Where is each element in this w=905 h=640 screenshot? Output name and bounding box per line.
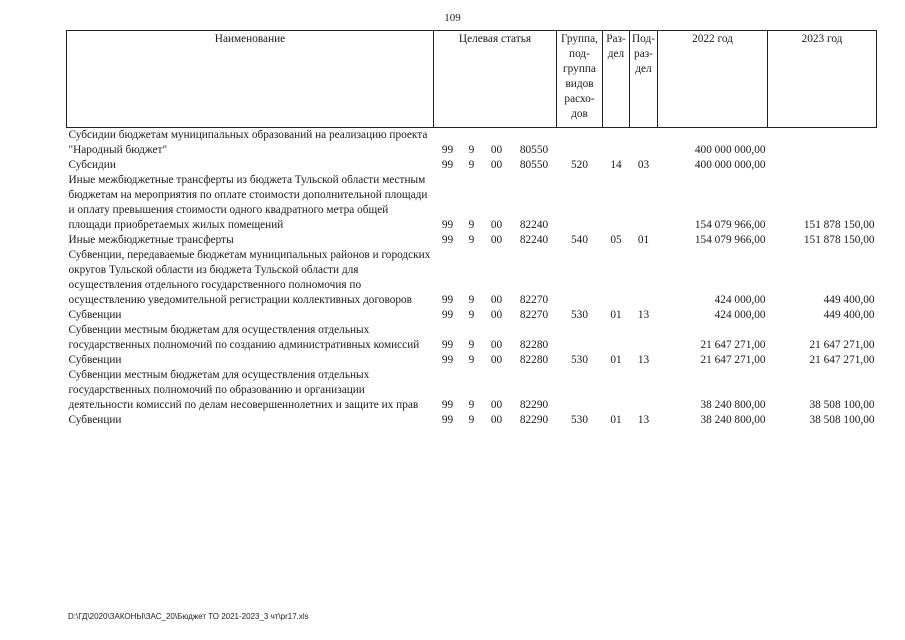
table-row xyxy=(67,413,877,428)
row-name: Субвенции xyxy=(68,354,122,366)
row-code: 82280 xyxy=(519,354,549,366)
table-row xyxy=(67,173,877,233)
row-amount-2023: 38 508 100,00 xyxy=(809,399,875,411)
row-group: 530 xyxy=(571,414,588,426)
row-program: 99 xyxy=(441,144,454,156)
row-subprogram: 9 xyxy=(468,414,475,426)
row-subprogram: 9 xyxy=(468,234,475,246)
row-amount-2023 xyxy=(768,128,877,159)
row-code: 82240 xyxy=(519,234,549,246)
row-amount-2023: 21 647 271,00 xyxy=(809,354,875,366)
row-razdel xyxy=(603,248,630,308)
row-group xyxy=(557,323,603,353)
row-subprogram: 9 xyxy=(468,159,475,171)
header-razdel: Раз- дел xyxy=(603,31,630,128)
row-name: Субсидии бюджетам муниципальных образований на реализацию проекта "Народный бюджет" xyxy=(68,129,428,156)
table-row xyxy=(67,308,877,323)
row-amount-2022: 38 240 800,00 xyxy=(700,414,766,426)
row-direction: 00 xyxy=(490,159,503,171)
table-row xyxy=(67,353,877,368)
row-podrazdel: 03 xyxy=(637,159,650,171)
row-code: 82270 xyxy=(519,309,549,321)
row-razdel: 01 xyxy=(610,354,622,366)
table-row xyxy=(67,128,877,159)
row-amount-2023 xyxy=(768,158,877,173)
row-amount-2022: 38 240 800,00 xyxy=(700,399,766,411)
row-amount-2022: 400 000 000,00 xyxy=(694,144,766,156)
row-name: Иные межбюджетные трансферты из бюджета Тульской области местным бюджетам на мероприятия по оплате стоимости дополнительной площади и оплату превышения стоимости одного квадратного метра общей площади приобретаемых жилых помещений xyxy=(68,174,428,231)
row-name: Субвенции, передаваемые бюджетам муниципальных районов и городских округов Тульской области из бюджета Тульской области для осуществления отдельного государственного полномочия по осуществлению уведомительной регистрации коллективных договоров xyxy=(68,249,431,306)
row-podrazdel: 13 xyxy=(637,354,650,366)
row-direction: 00 xyxy=(490,144,503,156)
row-amount-2022: 424 000,00 xyxy=(714,309,766,321)
row-amount-2022: 154 079 966,00 xyxy=(694,234,766,246)
row-group xyxy=(557,173,603,233)
table-row xyxy=(67,368,877,413)
row-direction: 00 xyxy=(490,309,503,321)
row-amount-2023: 38 508 100,00 xyxy=(809,414,875,426)
row-subprogram: 9 xyxy=(468,339,475,351)
row-subprogram: 9 xyxy=(468,219,475,231)
row-program: 99 xyxy=(441,339,454,351)
row-subprogram: 9 xyxy=(468,399,475,411)
row-group xyxy=(557,248,603,308)
header-year-2022: 2022 год xyxy=(658,31,768,128)
header-name: Наименование xyxy=(67,31,434,128)
row-razdel xyxy=(603,173,630,233)
row-amount-2022: 21 647 271,00 xyxy=(700,354,766,366)
row-razdel: 05 xyxy=(610,234,622,246)
row-name: Субсидии xyxy=(68,159,116,171)
header-target: Целевая статья xyxy=(434,31,557,128)
row-podrazdel xyxy=(630,173,658,233)
row-code: 82240 xyxy=(519,219,549,231)
row-razdel xyxy=(603,368,630,413)
row-podrazdel xyxy=(630,128,658,159)
row-amount-2022: 424 000,00 xyxy=(714,294,766,306)
row-podrazdel: 01 xyxy=(637,234,650,246)
row-direction: 00 xyxy=(490,414,503,426)
row-program: 99 xyxy=(441,219,454,231)
row-razdel: 14 xyxy=(610,159,622,171)
row-direction: 00 xyxy=(490,219,503,231)
row-group: 540 xyxy=(571,234,588,246)
header-group: Группа, под- группа видов расхо- дов xyxy=(557,31,603,128)
row-program: 99 xyxy=(441,309,454,321)
row-razdel: 01 xyxy=(610,309,622,321)
row-podrazdel xyxy=(630,248,658,308)
row-name: Иные межбюджетные трансферты xyxy=(68,234,234,246)
row-program: 99 xyxy=(441,354,454,366)
row-podrazdel xyxy=(630,368,658,413)
budget-table xyxy=(66,30,877,428)
row-razdel: 01 xyxy=(610,414,622,426)
row-program: 99 xyxy=(441,294,454,306)
row-amount-2022: 21 647 271,00 xyxy=(700,339,766,351)
file-path-footer: D:\ГД\2020\ЗАКОНЫ\ЗАС_20\Бюджет ТО 2021-2023_3 чт\pr17.xls xyxy=(68,612,309,621)
row-name: Субвенции xyxy=(68,414,122,426)
row-direction: 00 xyxy=(490,339,503,351)
row-group: 530 xyxy=(571,309,588,321)
table-row xyxy=(67,158,877,173)
row-code: 80550 xyxy=(519,144,549,156)
header-podrazdel: Под- раз- дел xyxy=(630,31,658,128)
row-amount-2023: 151 878 150,00 xyxy=(803,234,875,246)
page-number: 109 xyxy=(444,12,461,24)
row-direction: 00 xyxy=(490,294,503,306)
row-program: 99 xyxy=(441,399,454,411)
row-amount-2022: 400 000 000,00 xyxy=(694,159,766,171)
row-group: 530 xyxy=(571,354,588,366)
row-amount-2023: 449 400,00 xyxy=(823,309,875,321)
row-amount-2022: 154 079 966,00 xyxy=(694,219,766,231)
row-program: 99 xyxy=(441,159,454,171)
row-program: 99 xyxy=(441,234,454,246)
row-group: 520 xyxy=(571,159,588,171)
row-podrazdel: 13 xyxy=(637,414,650,426)
row-name: Субвенции xyxy=(68,309,122,321)
row-subprogram: 9 xyxy=(468,294,475,306)
row-code: 82280 xyxy=(519,339,549,351)
row-subprogram: 9 xyxy=(468,144,475,156)
row-group xyxy=(557,128,603,159)
row-code: 80550 xyxy=(519,159,549,171)
table-row xyxy=(67,248,877,308)
row-amount-2023: 151 878 150,00 xyxy=(803,219,875,231)
table-row xyxy=(67,323,877,353)
row-subprogram: 9 xyxy=(468,309,475,321)
row-amount-2023: 449 400,00 xyxy=(823,294,875,306)
row-direction: 00 xyxy=(490,354,503,366)
table-row xyxy=(67,233,877,248)
table-header xyxy=(67,31,877,128)
header-year-2023: 2023 год xyxy=(768,31,877,128)
row-name: Субвенции местным бюджетам для осуществления отдельных государственных полномочий по созданию административных комиссий xyxy=(68,324,420,351)
row-razdel xyxy=(603,323,630,353)
row-subprogram: 9 xyxy=(468,354,475,366)
row-direction: 00 xyxy=(490,399,503,411)
row-razdel xyxy=(603,128,630,159)
row-direction: 00 xyxy=(490,234,503,246)
row-amount-2023: 21 647 271,00 xyxy=(809,339,875,351)
row-group xyxy=(557,368,603,413)
row-name: Субвенции местным бюджетам для осуществления отдельных государственных полномочий по образованию и организации деятельности комиссий по делам несовершеннолетних и защите их прав xyxy=(68,369,419,411)
row-code: 82270 xyxy=(519,294,549,306)
row-program: 99 xyxy=(441,414,454,426)
row-code: 82290 xyxy=(519,399,549,411)
row-code: 82290 xyxy=(519,414,549,426)
row-podrazdel: 13 xyxy=(637,309,650,321)
row-podrazdel xyxy=(630,323,658,353)
